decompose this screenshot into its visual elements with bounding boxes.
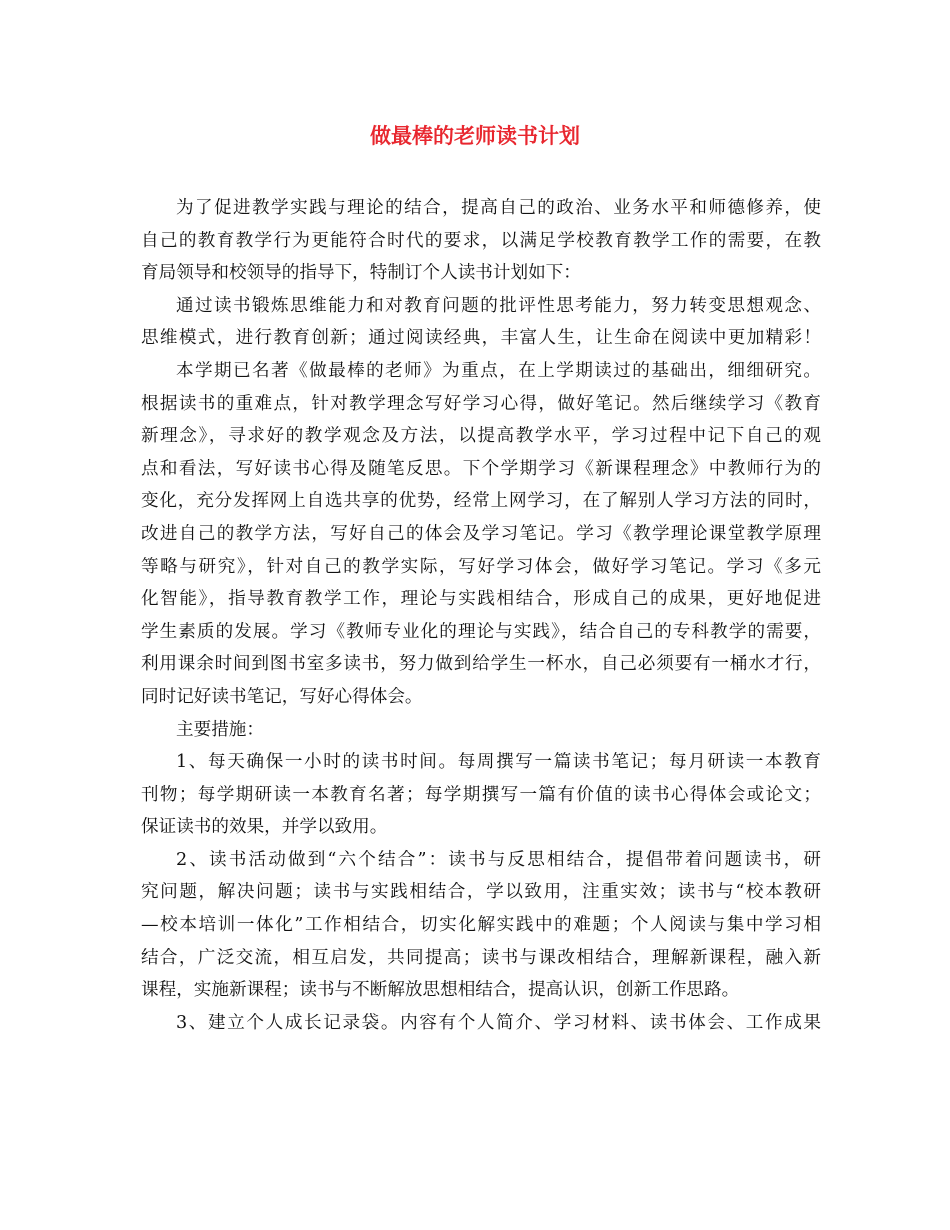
body-line: 通过读书锻炼思维能力和对教育问题的批评性思考能力，努力转变思想观念、 xyxy=(176,295,821,316)
document-title: 做最棒的老师读书计划 xyxy=(370,124,580,148)
body-line: 刊物；每学期研读一本教育名著；每学期撰写一篇有价值的读书心得体会或论文； xyxy=(141,784,821,805)
body-line: 保证读书的效果，并学以致用。 xyxy=(141,817,388,838)
body-line: 变化，充分发挥网上自选共享的优势，经常上网学习，在了解别人学习方法的同时， xyxy=(141,491,821,512)
body-line: 自己的教育教学行为更能符合时代的要求，以满足学校教育教学工作的需要，在教 xyxy=(141,230,821,251)
body-line: 为了促进教学实践与理论的结合，提高自己的政治、业务水平和师德修养，使 xyxy=(176,198,821,218)
body-line: 同时记好读书笔记，写好心得体会。 xyxy=(141,686,423,707)
body-line: 3、建立个人成长记录袋。内容有个人简介、学习材料、读书体会、工作成果 xyxy=(176,1012,821,1033)
body-line: 改进自己的教学方法，写好自己的体会及学习笔记。学习《教学理论课堂教学原理 xyxy=(141,523,821,544)
document-body xyxy=(141,192,821,1039)
body-line: 结合，广泛交流，相互启发，共同提高；读书与课改相结合，理解新课程，融入新 xyxy=(141,947,821,968)
body-line: —校本培训一体化”工作相结合，切实化解实践中的难题；个人阅读与集中学习相 xyxy=(141,915,821,936)
body-line: 新理念》，寻求好的教学观念及方法，以提高教学水平，学习过程中记下自己的观 xyxy=(141,426,821,447)
body-line: 1、每天确保一小时的读书时间。每周撰写一篇读书笔记；每月研读一本教育 xyxy=(176,752,821,773)
section-heading: 主要措施： xyxy=(176,719,264,740)
body-line: 化智能》，指导教育教学工作，理论与实践相结合，形成自己的成果，更好地促进 xyxy=(141,589,821,610)
body-line: 2、读书活动做到“六个结合”：读书与反思相结合，提倡带着问题读书，研 xyxy=(176,849,821,870)
body-line: 点和看法，写好读书心得及随笔反思。下个学期学习《新课程理念》中教师行为的 xyxy=(141,458,821,479)
body-line: 等略与研究》，针对自己的教学实际，写好学习体会，做好学习笔记。学习《多元 xyxy=(141,556,821,577)
body-line: 究问题，解决问题；读书与实践相结合，学以致用，注重实效；读书与“校本教研 xyxy=(141,882,821,903)
body-line: 育局领导和校领导的指导下，特制订个人读书计划如下： xyxy=(141,263,581,284)
body-line: 本学期已名著《做最棒的老师》为重点，在上学期读过的基础出，细细研究。 xyxy=(176,360,821,381)
body-line: 课程，实施新课程；读书与不断解放思想相结合，提高认识，创新工作思路。 xyxy=(141,980,740,1001)
body-line: 思维模式，进行教育创新；通过阅读经典，丰富人生，让生命在阅读中更加精彩！ xyxy=(141,328,821,349)
body-line: 根据读书的重难点，针对教学理念写好学习心得，做好笔记。然后继续学习《教育 xyxy=(141,393,821,414)
body-line: 学生素质的发展。学习《教师专业化的理论与实践》，结合自己的专科教学的需要， xyxy=(141,621,821,642)
body-line: 利用课余时间到图书室多读书，努力做到给学生一杯水，自己必须要有一桶水才行， xyxy=(141,654,821,675)
